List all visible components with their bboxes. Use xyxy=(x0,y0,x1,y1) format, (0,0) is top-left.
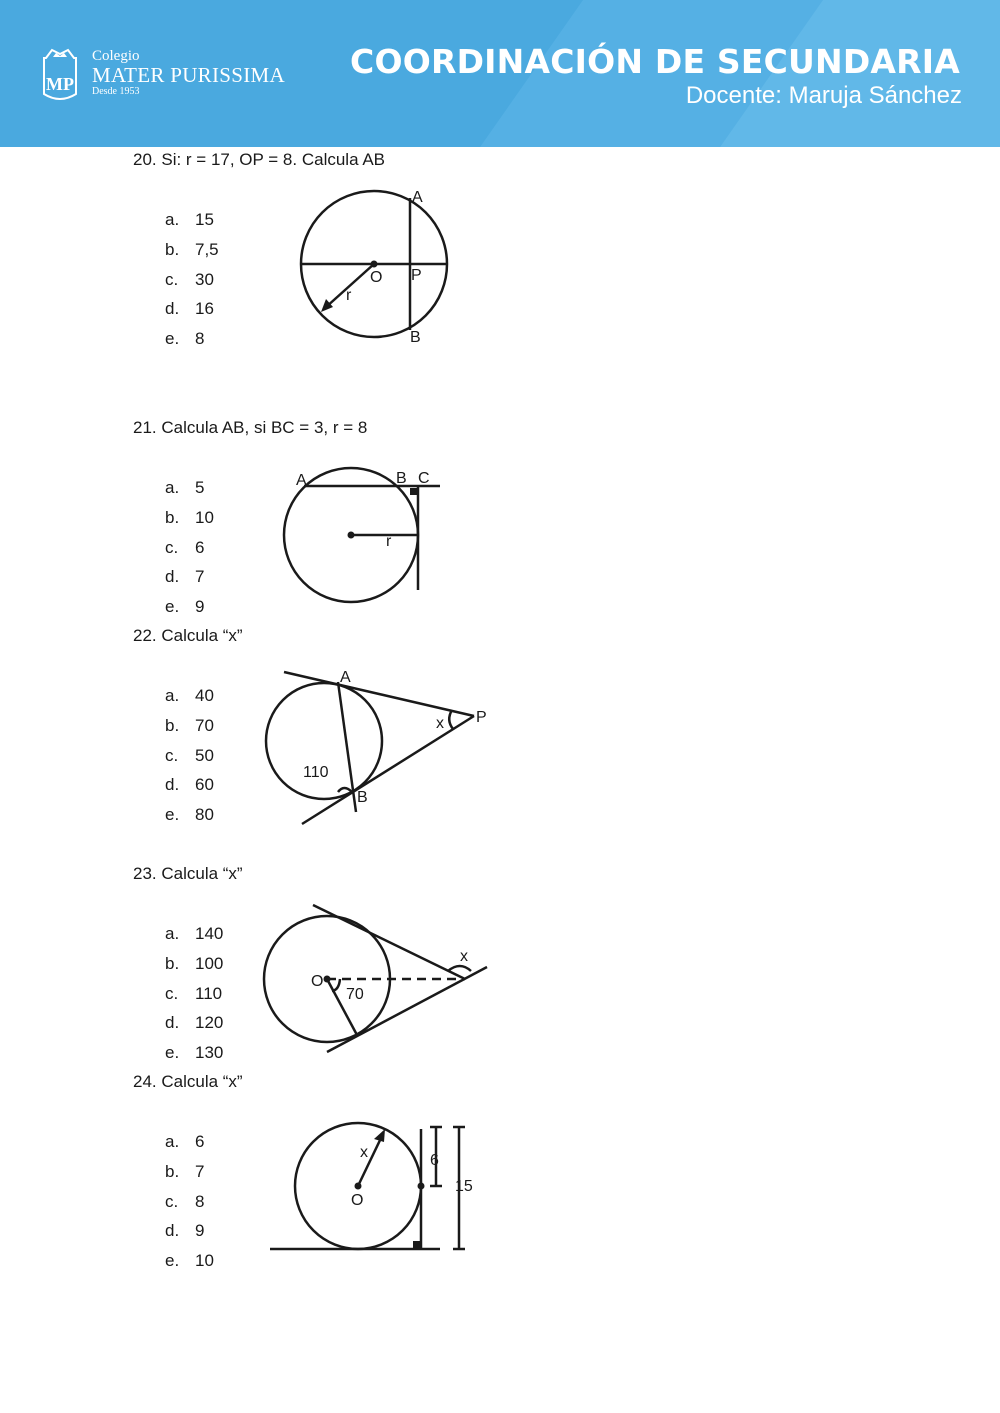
angle-x-arc xyxy=(449,710,453,729)
option[interactable]: b. 10 xyxy=(165,507,214,527)
option[interactable]: b. 7,5 xyxy=(165,239,219,259)
page-header xyxy=(0,0,1000,147)
label-6: 6 xyxy=(430,1152,439,1169)
angle-x-arc xyxy=(448,966,471,971)
option[interactable]: e. 10 xyxy=(165,1251,214,1271)
option[interactable]: e. 130 xyxy=(165,1043,224,1063)
label-x: x xyxy=(436,715,444,732)
question-24-figure xyxy=(270,1115,490,1260)
option[interactable]: a. 140 xyxy=(165,924,224,943)
question-20-options xyxy=(165,210,219,359)
label-r: r xyxy=(346,287,352,304)
option[interactable]: a. 15 xyxy=(165,210,214,229)
right-angle-mark xyxy=(413,1241,421,1248)
label-a: A xyxy=(412,189,423,206)
svg-text:MP: MP xyxy=(46,74,74,94)
question-23-prompt: 23. Calcula “x” xyxy=(133,864,243,883)
question-23-figure xyxy=(255,895,495,1060)
label-x: x xyxy=(360,1144,368,1161)
option[interactable]: c. 50 xyxy=(165,745,214,765)
label-o: O xyxy=(311,973,324,990)
option[interactable]: d. 60 xyxy=(165,775,214,795)
label-c: C xyxy=(418,470,430,487)
question-21-figure xyxy=(280,460,450,610)
tangent-point xyxy=(418,1183,425,1190)
question-21-options xyxy=(165,478,214,627)
option[interactable]: d. 120 xyxy=(165,1013,224,1033)
question-21-prompt: 21. Calcula AB, si BC = 3, r = 8 xyxy=(133,418,368,437)
question-22-options xyxy=(165,686,214,835)
label-o: O xyxy=(370,269,383,286)
right-angle-mark xyxy=(410,488,417,495)
chord-ab xyxy=(338,682,356,812)
question-22-prompt: 22. Calcula “x” xyxy=(133,626,243,645)
label-a: A xyxy=(340,669,351,686)
label-b: B xyxy=(396,470,407,487)
header-teacher: Docente: Maruja Sánchez xyxy=(685,82,962,109)
logo-college: Colegio xyxy=(92,48,140,64)
option[interactable]: d. 9 xyxy=(165,1221,205,1241)
label-15: 15 xyxy=(455,1178,473,1195)
option[interactable]: a. 40 xyxy=(165,686,214,705)
label-r: r xyxy=(386,533,392,550)
question-23-options xyxy=(165,924,223,1073)
logo-since: Desde 1953 xyxy=(92,86,140,97)
option[interactable]: d. 16 xyxy=(165,299,214,319)
question-24-options xyxy=(165,1132,214,1281)
question-22-figure xyxy=(260,660,500,830)
question-24-prompt: 24. Calcula “x” xyxy=(133,1072,243,1091)
circle xyxy=(266,683,382,799)
center-point xyxy=(371,261,378,268)
option[interactable]: c. 30 xyxy=(165,269,214,289)
label-x: x xyxy=(460,948,468,965)
school-crest-icon xyxy=(40,44,80,104)
option[interactable]: e. 80 xyxy=(165,805,214,825)
option[interactable]: d. 7 xyxy=(165,567,205,587)
option[interactable]: e. 8 xyxy=(165,329,205,349)
option[interactable]: b. 7 xyxy=(165,1161,205,1181)
label-angle: 70 xyxy=(346,986,364,1003)
label-p: P xyxy=(476,709,487,726)
label-angle: 110 xyxy=(303,764,329,781)
option[interactable]: a. 6 xyxy=(165,1132,205,1151)
center-point xyxy=(324,976,331,983)
school-logo-text xyxy=(92,48,285,98)
label-o: O xyxy=(351,1192,364,1209)
option[interactable]: c. 6 xyxy=(165,537,205,557)
question-20-prompt: 20. Si: r = 17, OP = 8. Calcula AB xyxy=(133,150,385,169)
option[interactable]: e. 9 xyxy=(165,597,205,617)
option[interactable]: c. 8 xyxy=(165,1191,205,1211)
logo-name: MATER PURISSIMA xyxy=(92,63,285,87)
label-b: B xyxy=(357,789,368,806)
label-p: P xyxy=(411,267,422,284)
angle-110-arc xyxy=(338,788,352,792)
label-b: B xyxy=(410,329,421,346)
option[interactable]: c. 110 xyxy=(165,983,223,1003)
tangent-pa xyxy=(284,672,474,716)
label-a: A xyxy=(296,472,307,489)
header-title: COORDINACIÓN DE SECUNDARIA xyxy=(350,42,960,81)
question-20-figure xyxy=(290,180,470,350)
center-point xyxy=(355,1183,362,1190)
option[interactable]: a. 5 xyxy=(165,478,205,497)
center-point xyxy=(348,532,355,539)
option[interactable]: b. 100 xyxy=(165,953,224,973)
option[interactable]: b. 70 xyxy=(165,715,214,735)
arrow-head-icon xyxy=(374,1129,385,1142)
